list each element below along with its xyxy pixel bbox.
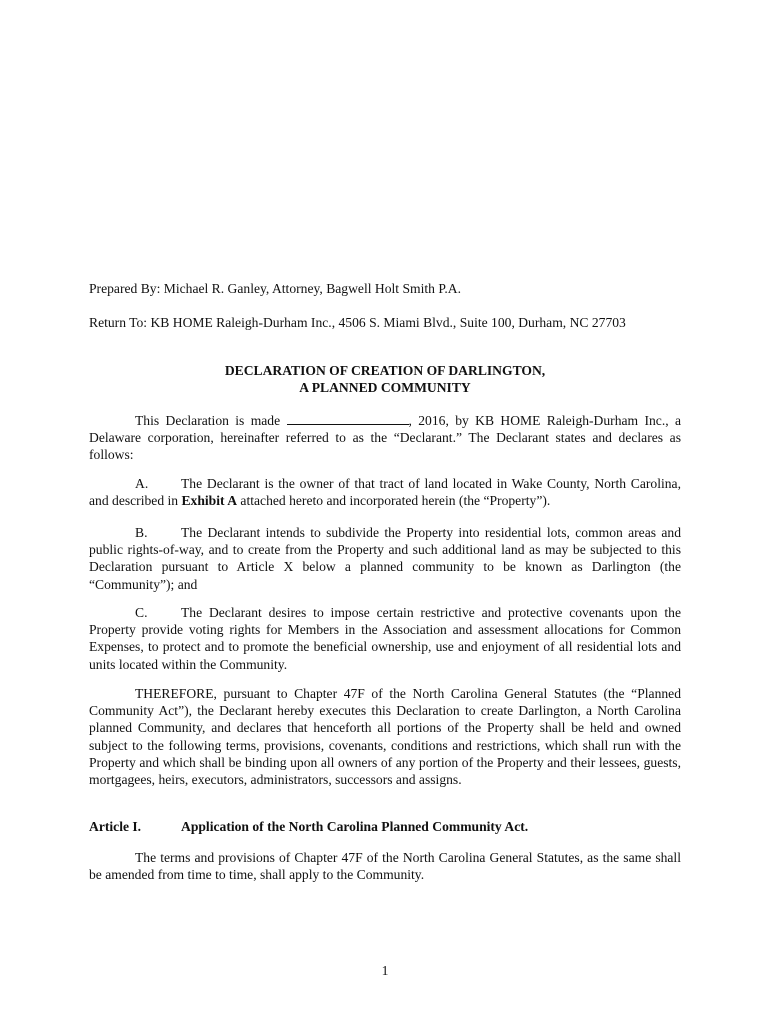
paragraph-b — [89, 524, 681, 593]
prepared-by-line: Prepared By: Michael R. Ganley, Attorney, Bagwell Holt Smith P.A. — [89, 281, 462, 296]
article-1-number: Article I. — [89, 819, 142, 834]
intro-text-after-blank: , 2016, by KB HOME Raleigh-Durham Inc., a Delaware corporation, hereinafter referred to as the “Declarant.” The Declarant states and declares as follows: — [89, 413, 681, 463]
article-1-text: The terms and provisions of Chapter 47F of the North Carolina General Statutes, as the same shall be amended from time to time, shall apply to the Community. — [89, 850, 681, 883]
article-1-heading — [89, 818, 681, 835]
therefore-paragraph: THEREFORE, pursuant to Chapter 47F of the North Carolina General Statutes (the “Planned Community Act”), the Declarant hereby executes this Declaration to create Darlington, a North Carolina planned Community, and declares that henceforth all portions of the Property shall be held and owned subject to the following terms, provisions, covenants, conditions and restrictions, which shall run with the Property and which shall be binding upon all owners of any portion of the Property and their lessees, guests, mortgagees, heirs, executors, administrators, successors and assigns. — [89, 686, 681, 788]
paragraph-c-letter: C. — [135, 605, 148, 620]
paragraph-a-letter: A. — [135, 476, 149, 491]
date-blank-line — [287, 412, 409, 425]
paragraph-a-text-after: attached hereto and incorporated herein (the “Property”). — [237, 493, 551, 509]
paragraph-a — [89, 475, 681, 509]
paragraph-b-letter: B. — [135, 525, 148, 540]
intro-paragraph — [89, 412, 681, 464]
exhibit-a-reference: Exhibit A — [181, 493, 238, 509]
title-line-1: DECLARATION OF CREATION OF DARLINGTON, — [224, 363, 546, 378]
article-1-title: Application of the North Carolina Planned Community Act. — [181, 819, 529, 834]
title-line-2: A PLANNED COMMUNITY — [299, 380, 471, 396]
paragraph-c — [89, 604, 681, 673]
paragraph-c-text: The Declarant desires to impose certain restrictive and protective covenants upon the Property provide voting rights for Members in the Association and assessment allocations for Common Expenses, to protect and to promote the beneficial ownership, use and enjoyment of all residential lots and units located within the Community. — [89, 605, 681, 672]
return-to-line: Return To: KB HOME Raleigh-Durham Inc., 4506 S. Miami Blvd., Suite 100, Durham, NC 27703 — [89, 315, 626, 330]
intro-text-before-blank: This Declaration is made — [135, 413, 287, 428]
document-title — [89, 362, 681, 396]
page-number: 1 — [381, 963, 389, 978]
paragraph-a-text-before: The Declarant is the owner of that tract of land located in Wake County, North Carolina, and described in — [89, 476, 681, 509]
paragraph-b-text: The Declarant intends to subdivide the Property into residential lots, common areas and public rights-of-way, and to create from the Property and such additional land as may be subjected to this Declaration pursuant to Article X below a planned community to be known as Darlington (the “Community”); and — [89, 525, 681, 592]
